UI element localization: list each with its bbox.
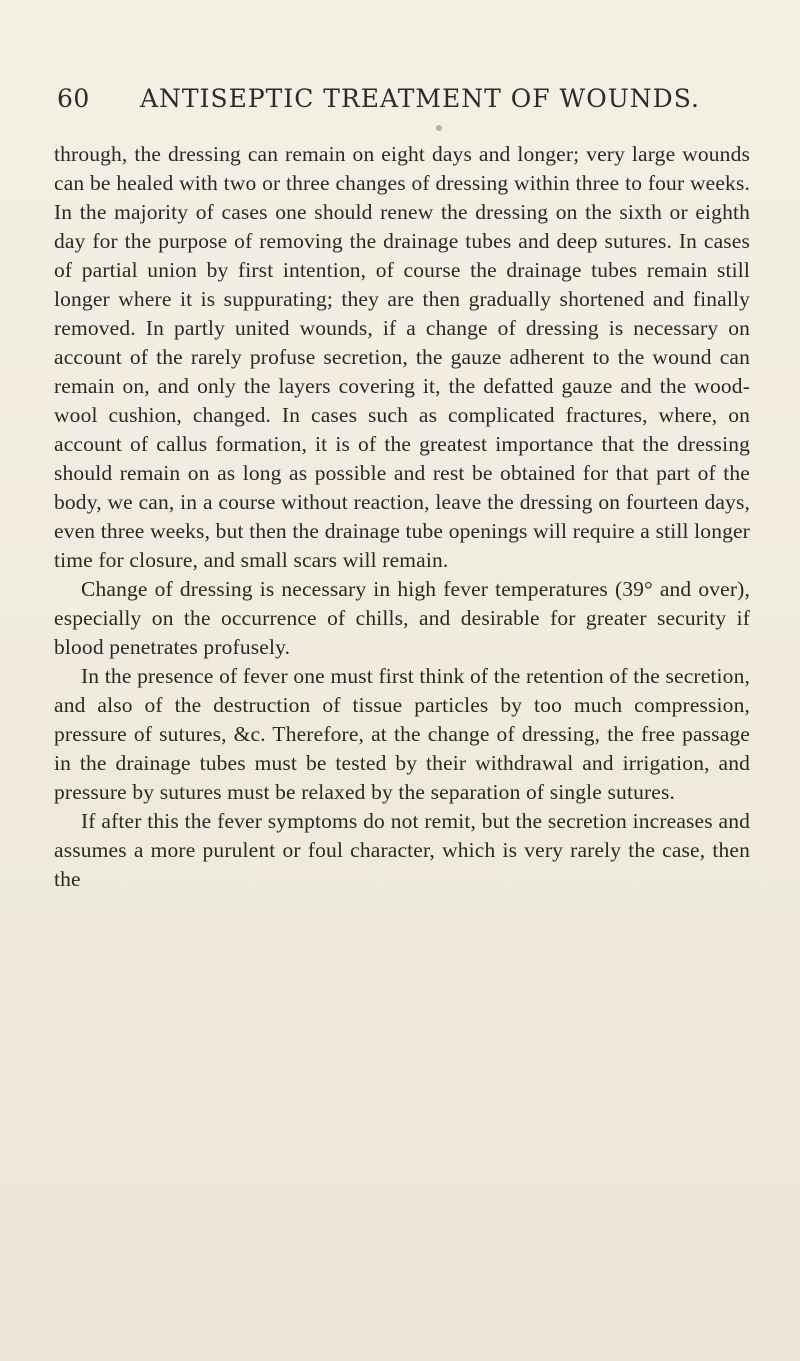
paragraph-symptoms: If after this the fever symptoms do not remit, but the secretion increases and assumes a more purulent or foul character, which is very rarely the case, then the <box>54 809 750 891</box>
paragraph-change-of-dressing: Change of dressing is necessary in high fever temperatures (39° and over), especially on the occurrence of chills, and desirable for greater security if blood penetrates profusely. <box>54 577 750 659</box>
paragraph-fever: In the presence of fever one must first think of the retention of the secretion, and also of the destruction of tissue particles by too much compression, pressure of sutures, &c. Therefore, at the change of dressing, the free passage in the drainage tubes must be tested by their withdrawal and irrigation, and pressure by sutures must be relaxed by the separation of single sutures. <box>54 664 750 804</box>
body-text <box>54 140 750 894</box>
running-head: ANTISEPTIC TREATMENT OF WOUNDS. <box>140 84 700 113</box>
page-number: 60 <box>57 84 90 113</box>
paragraph-continuation: through, the dressing can remain on eight days and longer; very large wounds can be healed with two or three changes of dressing within three to four weeks. In the majority of cases one should renew the dressing on the sixth or eighth day for the purpose of removing the drainage tubes and deep sutures. In cases of partial union by first intention, of course the drainage tubes remain still longer where it is suppurating; they are then gradually shortened and finally removed. In partly united wounds, if a change of dressing is necessary on account of the rarely profuse secretion, the gauze adherent to the wound can remain on, and only the layers covering it, the defatted gauze and the wood-wool cushion, changed. In cases such as complicated fractures, where, on account of callus formation, it is of the greatest importance that the dressing should remain on as long as possible and rest be obtained for that part of the body, we can, in a course without reaction, leave the dressing on fourteen days, even three weeks, but then the drainage tube openings will require a still longer time for closure, and small scars will remain. <box>54 142 750 572</box>
page-header <box>57 84 757 124</box>
ornament-dot <box>436 125 442 131</box>
